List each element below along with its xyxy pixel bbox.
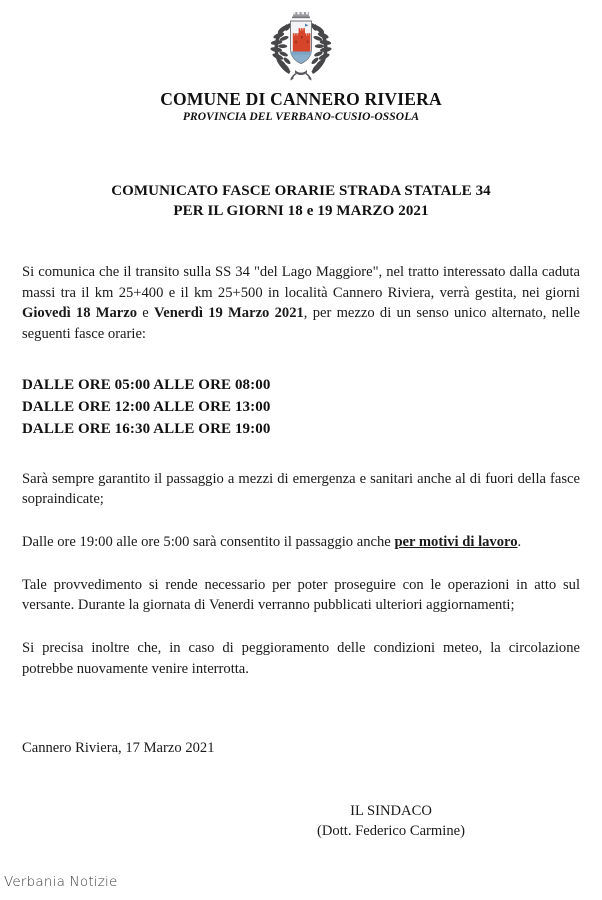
organization-name: COMUNE DI CANNERO RIVIERA xyxy=(160,89,442,109)
title-line-1: COMUNICATO FASCE ORARIE STRADA STATALE 34 xyxy=(111,182,491,199)
document-body xyxy=(22,222,580,842)
work-prefix-text: Dalle ore 19:00 alle ore 5:00 sarà consentito il passaggio anche xyxy=(22,533,395,550)
organization-header xyxy=(0,90,602,123)
time-slot-item: DALLE ORE 05:00 ALLE ORE 08:00 xyxy=(22,376,271,393)
signature-role: IL SINDACO xyxy=(350,802,432,819)
coat-of-arms-icon xyxy=(262,10,340,84)
province-name: PROVINCIA DEL VERBANO-CUSIO-OSSOLA xyxy=(182,110,420,123)
signature-block xyxy=(22,801,580,842)
intro-segment-2: e xyxy=(137,305,155,322)
intro-segment-3: , per mezzo di un senso unico alternato, nelle seguenti fasce orarie: xyxy=(22,305,580,343)
page-title xyxy=(0,181,602,222)
intro-paragraph xyxy=(22,262,580,345)
intro-segment-1: Si comunica che il transito sulla SS 34 "del Lago Maggiore", nel tratto interessato dalla caduta massi tra il km 25+400 e il km 25+500 in località Cannero Riviera, verrà gestita, nei giorni xyxy=(22,263,580,301)
work-reasons-emphasis: per motivi di lavoro xyxy=(394,533,518,550)
time-slot-item: DALLE ORE 16:30 ALLE ORE 19:00 xyxy=(22,420,271,437)
emergency-paragraph: Sarà sempre garantito il passaggio a mezzi di emergenza e sanitari anche al di fuori della fasce sopraindicate; xyxy=(22,470,580,508)
work-reasons-paragraph xyxy=(22,532,580,553)
emblem-container xyxy=(0,0,602,84)
place-and-date: Cannero Riviera, 17 Marzo 2021 xyxy=(22,739,215,756)
work-suffix-text: . xyxy=(517,533,522,550)
time-slot-item: DALLE ORE 12:00 ALLE ORE 13:00 xyxy=(22,398,271,415)
signature-name: (Dott. Federico Carmine) xyxy=(317,823,465,840)
intro-bold-friday: Venerdì 19 Marzo 2021 xyxy=(154,305,304,322)
intro-bold-thursday: Giovedì 18 Marzo xyxy=(22,305,138,322)
weather-paragraph: Si precisa inoltre che, in caso di peggioramento delle condizioni meteo, la circolazione potrebbe nuovamente venire interrotta. xyxy=(22,640,580,677)
reason-paragraph: Tale provvedimento si rende necessario per poter proseguire con le operazioni in atto sul versante. Durante la giornata di Venerdi verranno pubblicati ulteriori aggiornamenti; xyxy=(22,576,580,614)
time-slots-list xyxy=(22,375,580,441)
title-line-2: PER IL GIORNI 18 e 19 MARZO 2021 xyxy=(173,203,429,220)
source-watermark: Verbania Notizie xyxy=(4,874,118,890)
